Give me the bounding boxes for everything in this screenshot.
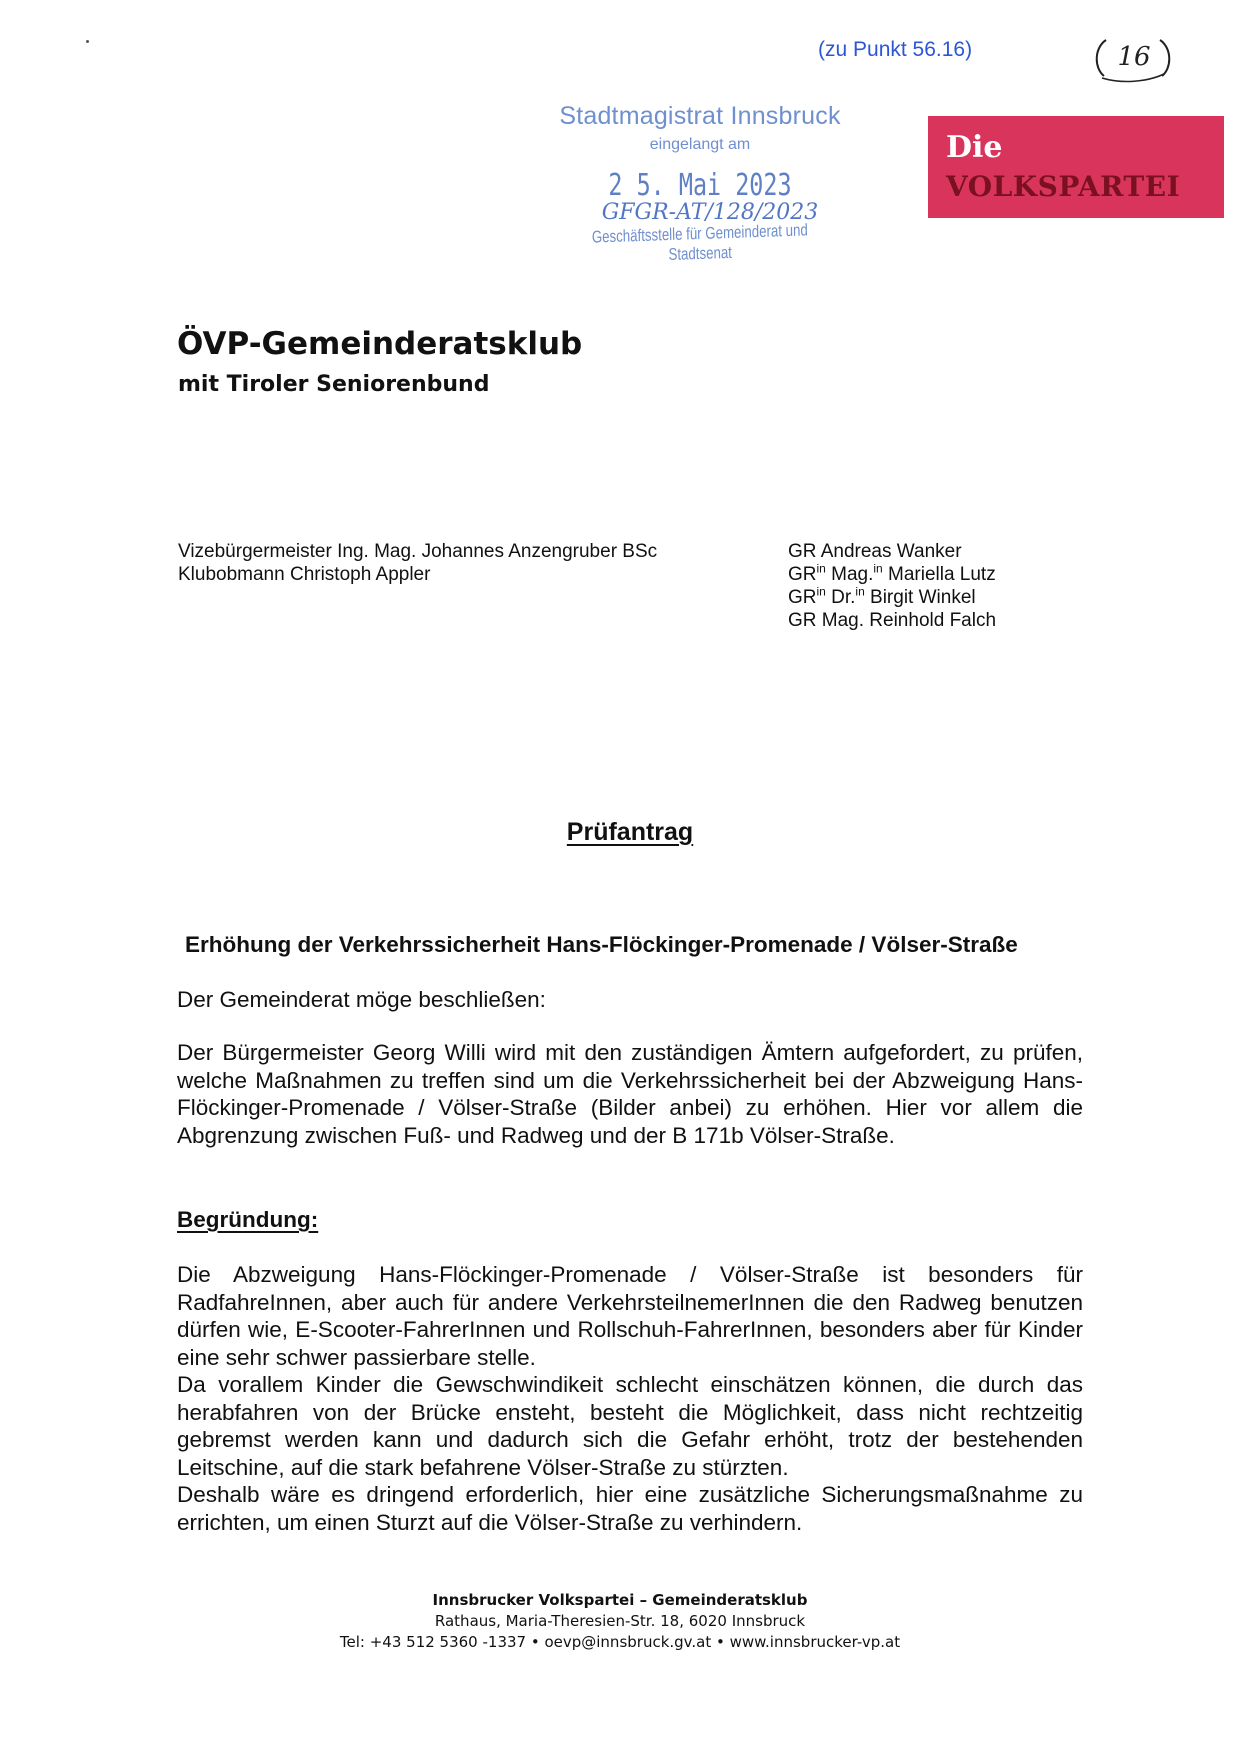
title-superscript: in	[855, 584, 865, 599]
scan-speck	[86, 40, 89, 43]
title-superscript: in	[816, 584, 826, 599]
reason-paragraph: Die Abzweigung Hans-Flöckinger-Promenade / Völser-Straße ist besonders für RadfahreInnen, aber auch für andere VerkehrsteilnemerInnen die den Radweg benutzen dürfen wie, E-Scooter-FahrerInnen und Rollschuh-FahrerInnen, besonders aber für Kinder eine sehr schwer passierbare stelle.	[177, 1262, 1083, 1370]
logo-line-volkspartei: VOLKSPARTEI	[946, 170, 1181, 203]
handwritten-page-number	[1092, 34, 1174, 84]
motion-intro: Der Gemeinderat möge beschließen:	[177, 987, 546, 1012]
club-subtitle: mit Tiroler Seniorenbund	[178, 372, 490, 397]
member-name: Klubobmann Christoph Appler	[178, 564, 431, 585]
members-right-column	[788, 540, 996, 632]
member-name: GR Mag. Reinhold Falch	[788, 610, 997, 631]
title-superscript: in	[873, 561, 883, 576]
stamp-file-number: GFGR-AT/128/2023	[601, 200, 819, 225]
member-name	[788, 586, 996, 609]
stamp-department: Geschäftsstelle für Gemeinderat und Stadtsenat	[591, 220, 808, 265]
logo-line-die: Die	[946, 130, 1003, 165]
reason-paragraph: Da vorallem Kinder die Gewschwindikeit schlecht einschätzen können, die durch das herabfahren von der Brücke ensteht, besteht die Möglichkeit, dass nicht rechtzeitig gebremst werden kann und dadurch sich die Gefahr erhöht, trotz der bestehenden Leitschine, auf die stark befahrene Völser-Straße zu stürzten.	[177, 1372, 1083, 1480]
member-name	[788, 563, 996, 586]
title-academic: Dr.	[825, 587, 856, 608]
party-logo	[928, 116, 1224, 218]
footer-organization: Innsbrucker Volkspartei – Gemeinderatsklub	[432, 1591, 808, 1609]
title-superscript: in	[816, 561, 826, 576]
page-number-text: 16	[1117, 42, 1151, 72]
motion-subject: Erhöhung der Verkehrssicherheit Hans-Flöckinger-Promenade / Völser-Straße	[185, 932, 1018, 957]
member-name: GR Andreas Wanker	[788, 541, 962, 562]
stamp-office: Stadtmagistrat Innsbruck	[559, 102, 841, 130]
members-left-column	[178, 540, 657, 586]
received-stamp	[540, 98, 860, 265]
title-prefix: GR	[788, 564, 817, 585]
member-surname: Mariella Lutz	[882, 564, 996, 585]
reason-paragraph: Deshalb wäre es dringend erforderlich, hier eine zusätzliche Sicherungsmaßnahme zu errichten, um einen Sturzt auf die Völser-Straße zu verhindern.	[177, 1482, 1083, 1535]
member-name: Vizebürgermeister Ing. Mag. Johannes Anzengruber BSc	[178, 541, 658, 562]
stamp-date: 2 5. Mai 2023	[608, 168, 792, 203]
reason-heading: Begründung:	[177, 1207, 319, 1232]
motion-text: Der Bürgermeister Georg Willi wird mit den zuständigen Ämtern aufgefordert, zu prüfen, welche Maßnahmen zu treffen sind um die Verkehrssicherheit bei der Abzweigung Hans-Flöckinger-Promenade / Völser-Straße (Bilder anbei) zu erhöhen. Hier vor allem die Abgrenzung zwischen Fuß- und Radweg und der B 171b Völser-Straße.	[177, 1040, 1083, 1148]
title-academic: Mag.	[825, 564, 874, 585]
page-footer	[0, 1590, 1240, 1653]
document-title: Prüfantrag	[566, 818, 694, 846]
footer-contact: Tel: +43 512 5360 -1337 • oevp@innsbruck.gv.at • www.innsbrucker-vp.at	[339, 1633, 901, 1651]
member-surname: Birgit Winkel	[864, 587, 976, 608]
agenda-reference: (zu Punkt 56.16)	[818, 38, 973, 61]
stamp-received-label: eingelangt am	[649, 136, 751, 153]
club-name: ÖVP-Gemeinderatsklub	[177, 326, 583, 362]
footer-address: Rathaus, Maria-Theresien-Str. 18, 6020 Innsbruck	[434, 1612, 806, 1630]
title-prefix: GR	[788, 587, 817, 608]
